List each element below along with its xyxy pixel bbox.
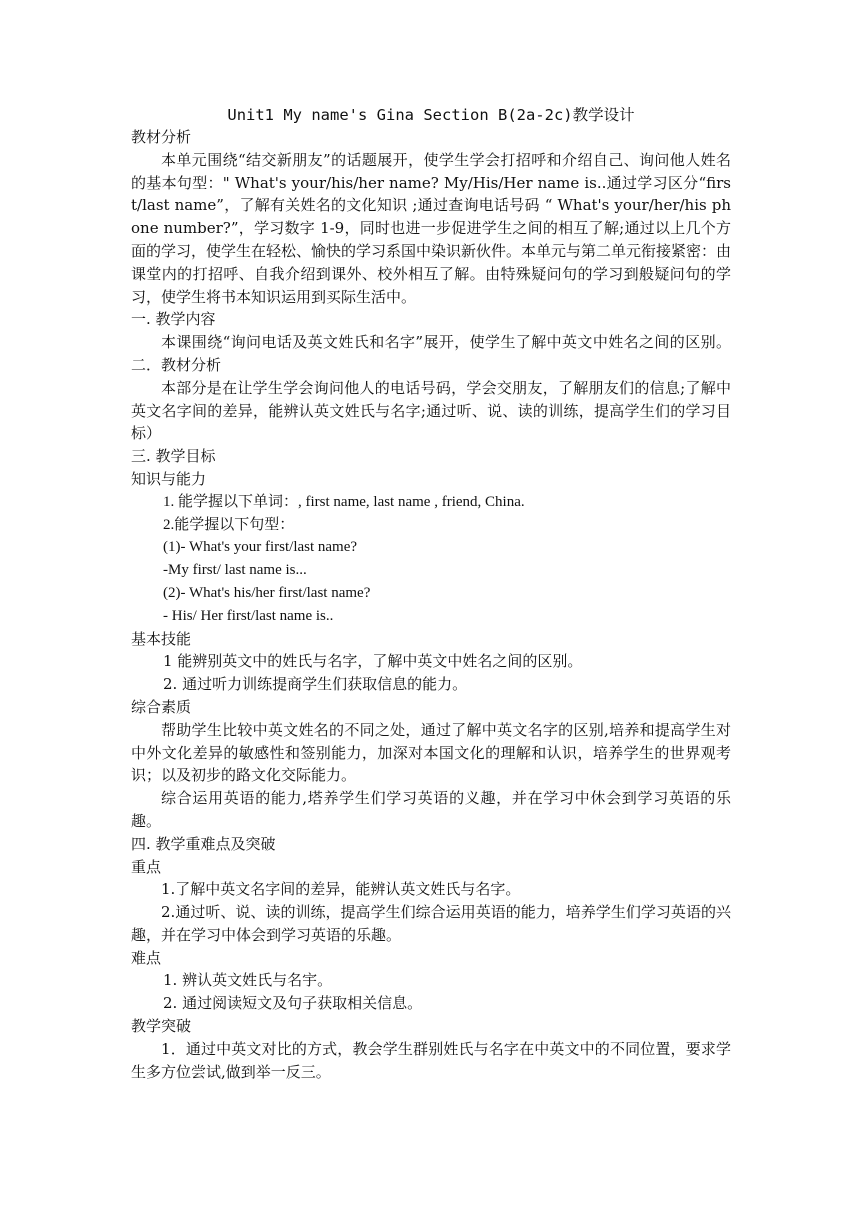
heading-knowledge: 知识与能力 [131, 469, 207, 488]
heading-teaching-content: 一. 教学内容 [131, 310, 216, 329]
paragraph-textbook-analysis: 本单元围绕“结交新朋友”的话题展开，使学生学会打招呼和介绍自己、询问他人姓名的基本句型：" What's your/his/her name? My/His/Her name is..通过学习区分“first/last name”，了解有关姓名的文化知识 ;通过查询电话号码 “ What's your/her/his phone number?”，学习数字 1-9，同时也进一步促进学生之间的相互了解;通过以上几个方面的学习，使学生在轻松、愉快的学习系国中染识新伙件。本单元与第二单元衔接紧密：由课堂内的打招呼、自我介绍到课外、校外相互了解。由特殊疑问句的学习到般疑问句的学习，使学生将书本知识运用到买际生活中。 [131, 150, 732, 306]
heading-quality: 综合素质 [131, 697, 192, 716]
heading-focus: 重点 [131, 857, 162, 876]
heading-breakthrough: 教学突破 [131, 1017, 192, 1036]
skills-item: 2. 通过听力训练提商学生们获取信息的能力。 [163, 675, 468, 694]
heading-textbook-analysis: 教材分析 [131, 128, 192, 146]
paragraph-focus: 1.了解中英文名字间的差异，能辨认英文姓氏与名字。 [161, 880, 521, 899]
paragraph-breakthrough: 1．通过中英文对比的方式，教会学生群别姓氏与名字在中英文中的不同位置，要求学生多方位尝试,做到举一反三。 [131, 1039, 731, 1081]
paragraph-quality: 综合运用英语的能力,塔养学生们学习英语的义趣，并在学习中休会到学习英语的乐趣。 [131, 789, 731, 830]
document-title: Unit1 My name's Gina Section B(2a-2c)教学设计 [227, 106, 635, 124]
knowledge-item: (2)- What's his/her first/last name? [163, 584, 371, 601]
heading-teaching-goals: 三. 教学目标 [131, 447, 216, 466]
difficulty-item: 1. 辨认英文姓氏与名宇。 [163, 971, 333, 990]
heading-difficulty: 难点 [131, 948, 162, 967]
heading-skills: 基本技能 [131, 629, 192, 648]
paragraph-focus: 2.通过听、说、读的训练，提高学生们综合运用英语的能力，培养学生们学习英语的兴趣，并在学习中体会到学习英语的乐趣。 [131, 903, 731, 944]
difficulty-item: 2. 通过阅读短文及句子获取相关信息。 [163, 994, 423, 1013]
knowledge-item: (1)- What's your first/last name? [163, 539, 358, 556]
knowledge-item: -My first/ last name is... [163, 562, 307, 579]
skills-item: 1 能辨别英文中的姓氏与名字，了解中英文中姓名之间的区别。 [163, 652, 583, 671]
heading-key-points: 四. 教学重难点及突破 [131, 834, 276, 853]
knowledge-item: 1. 能学握以下单词：, first name, last name , friend, China. [163, 493, 525, 510]
paragraph-teaching-content: 本课围绕“询问电话及英文姓氏和名字”展开，使学生了解中英文中姓名之间的区别。二．教材分析 [131, 333, 731, 374]
document-body [131, 104, 731, 1083]
paragraph-material-analysis: 本部分是在让学生学会询问他人的电话号码，学会交朋友，了解朋友们的信息;了解中英文名字间的差异，能辨认英文姓氏与名字;通过听、说、读的训练，提高学生们的学习目标） [131, 378, 731, 443]
knowledge-item: - His/ Her first/last name is.. [163, 607, 334, 624]
knowledge-item: 2.能学握以下句型： [163, 516, 295, 533]
paragraph-quality: 帮助学生比较中英文姓名的不同之处，通过了解中英文名字的区别,培养和提高学生对中外文化差异的敏感性和签别能力，加深对本国文化的理解和认识，培养学生的世界观考识；以及初步的路文化交际能力。 [131, 720, 731, 785]
